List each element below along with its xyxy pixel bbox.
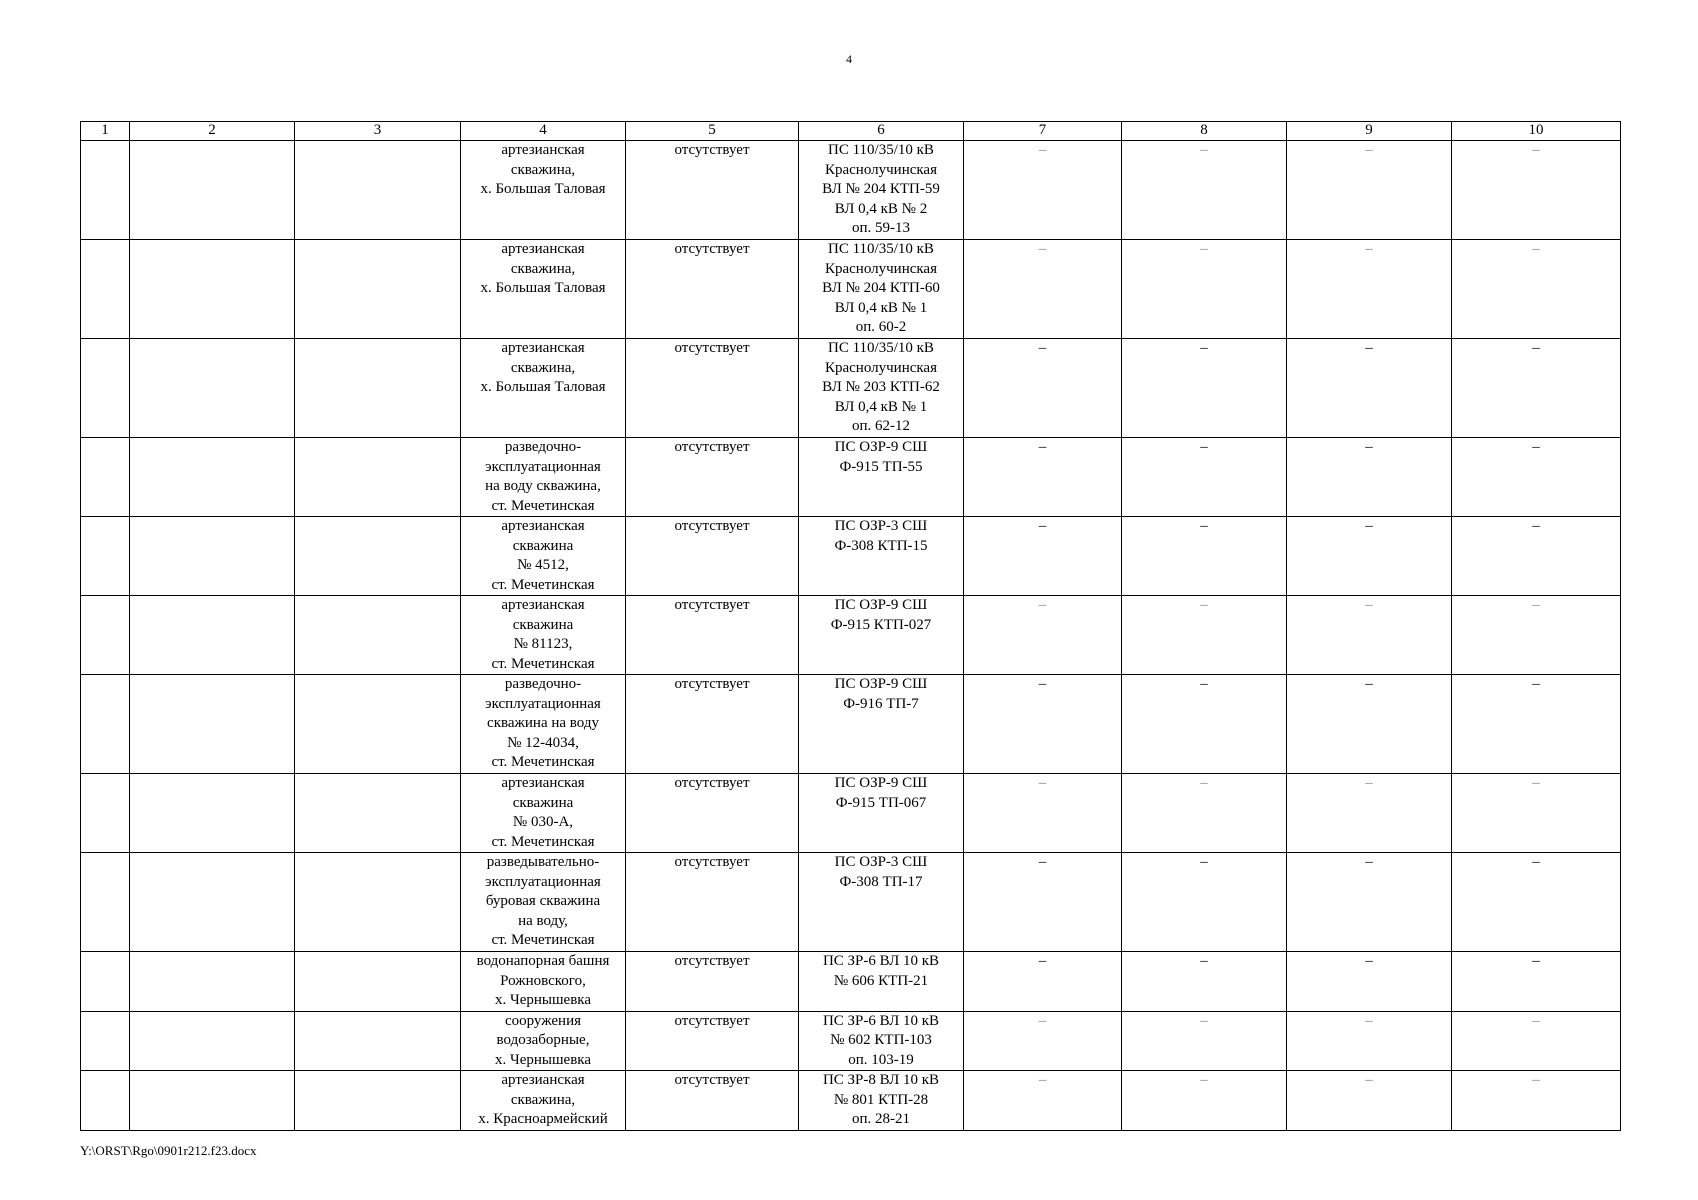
source-line: ПС ЗР-6 ВЛ 10 кВ xyxy=(822,953,940,969)
source-line: оп. 28-21 xyxy=(851,1111,911,1127)
cell-col-2 xyxy=(130,1071,295,1131)
dash-value: – xyxy=(1532,597,1540,613)
source-line: ВЛ № 204 КТП-59 xyxy=(822,181,940,197)
cell-object xyxy=(461,952,626,1012)
object-line: ст. Мечетинская xyxy=(491,655,595,672)
cell-power-source xyxy=(799,952,964,1012)
object-line: на воду, xyxy=(518,912,568,929)
cell-col-10 xyxy=(1452,675,1621,774)
dash-value: – xyxy=(1200,518,1208,534)
cell-object xyxy=(461,438,626,517)
cell-status xyxy=(626,596,799,675)
cell-col-1 xyxy=(81,596,130,675)
cell-col-1 xyxy=(81,240,130,339)
cell-col-9 xyxy=(1287,1011,1452,1071)
status-text: отсутствует xyxy=(674,439,750,455)
dash-value: – xyxy=(1365,854,1373,870)
object-line: буровая скважина xyxy=(485,893,601,909)
dash-value: – xyxy=(1200,953,1208,969)
cell-col-10 xyxy=(1452,596,1621,675)
object-line: ст. Мечетинская xyxy=(491,932,595,948)
cell-status xyxy=(626,339,799,438)
dash-value: – xyxy=(1365,953,1373,969)
cell-status xyxy=(626,1071,799,1131)
header-col-10: 10 xyxy=(1452,122,1621,141)
cell-col-2 xyxy=(130,774,295,853)
table-row xyxy=(81,675,1621,774)
dash-value: – xyxy=(1200,1072,1208,1088)
object-line: эксплуатационная xyxy=(485,458,601,475)
header-col-8: 8 xyxy=(1122,122,1287,141)
cell-col-8 xyxy=(1122,141,1287,240)
status-text: отсутствует xyxy=(674,241,750,257)
dash-value: – xyxy=(1038,518,1047,534)
source-line: оп. 59-13 xyxy=(851,220,911,236)
object-line: скважина, xyxy=(510,359,576,376)
cell-status xyxy=(626,240,799,339)
cell-col-8 xyxy=(1122,952,1287,1012)
object-line: эксплуатационная xyxy=(485,695,601,712)
cell-col-3 xyxy=(295,596,461,675)
header-col-3: 3 xyxy=(295,122,461,141)
source-line: ПС 110/35/10 кВ xyxy=(828,241,934,257)
source-line: ВЛ 0,4 кВ № 1 xyxy=(834,299,928,316)
cell-col-10 xyxy=(1452,240,1621,339)
cell-col-7 xyxy=(964,774,1122,853)
status-text: отсутствует xyxy=(674,775,750,791)
cell-col-3 xyxy=(295,1071,461,1131)
dash-value: – xyxy=(1038,676,1047,692)
cell-power-source xyxy=(799,1011,964,1071)
cell-object xyxy=(461,774,626,853)
header-col-2: 2 xyxy=(130,122,295,141)
cell-power-source xyxy=(799,675,964,774)
cell-status xyxy=(626,952,799,1012)
object-line: Рожновского, xyxy=(500,972,586,989)
cell-col-2 xyxy=(130,141,295,240)
cell-col-10 xyxy=(1452,1011,1621,1071)
object-line: скважина xyxy=(512,794,574,811)
source-line: Краснолучинская xyxy=(824,359,937,376)
cell-col-7 xyxy=(964,1011,1122,1071)
source-line: ПС ОЗР-9 СШ xyxy=(834,597,928,613)
source-line: ПС ЗР-6 ВЛ 10 кВ xyxy=(822,1012,940,1029)
cell-col-9 xyxy=(1287,240,1452,339)
source-line: Ф-916 ТП-7 xyxy=(843,695,919,712)
cell-object xyxy=(461,240,626,339)
cell-col-7 xyxy=(964,1071,1122,1131)
object-line: х. Большая Таловая xyxy=(480,379,606,395)
dash-value: – xyxy=(1365,1012,1373,1029)
source-line: ПС ОЗР-9 СШ xyxy=(834,439,928,455)
cell-col-1 xyxy=(81,952,130,1012)
object-line: ст. Мечетинская xyxy=(491,497,595,514)
cell-col-3 xyxy=(295,438,461,517)
object-line: скважина, xyxy=(510,260,576,277)
source-line: ПС ОЗР-3 СШ xyxy=(834,518,928,534)
object-line: х. Чернышевка xyxy=(494,992,592,1008)
object-line: скважина xyxy=(512,616,574,633)
object-line: № 81123, xyxy=(513,636,573,652)
dash-value: – xyxy=(1365,340,1373,356)
cell-status xyxy=(626,675,799,774)
cell-col-1 xyxy=(81,141,130,240)
cell-col-7 xyxy=(964,438,1122,517)
cell-col-3 xyxy=(295,952,461,1012)
source-line: № 801 КТП-28 xyxy=(833,1091,929,1108)
table-row xyxy=(81,339,1621,438)
cell-col-8 xyxy=(1122,339,1287,438)
cell-object xyxy=(461,675,626,774)
dash-value: – xyxy=(1532,953,1540,969)
dash-value: – xyxy=(1200,676,1208,692)
cell-col-1 xyxy=(81,1071,130,1131)
cell-col-2 xyxy=(130,675,295,774)
cell-power-source xyxy=(799,596,964,675)
dash-value: – xyxy=(1532,518,1540,534)
dash-value: – xyxy=(1038,854,1047,870)
cell-power-source xyxy=(799,339,964,438)
header-col-7: 7 xyxy=(964,122,1122,141)
dash-value: – xyxy=(1038,142,1047,158)
cell-col-9 xyxy=(1287,774,1452,853)
source-line: ПС ОЗР-3 СШ xyxy=(834,854,928,870)
source-line: оп. 60-2 xyxy=(855,319,907,335)
cell-object xyxy=(461,1071,626,1131)
dash-value: – xyxy=(1200,1012,1208,1029)
dash-value: – xyxy=(1365,518,1373,534)
cell-col-10 xyxy=(1452,339,1621,438)
cell-power-source xyxy=(799,240,964,339)
cell-col-3 xyxy=(295,517,461,596)
cell-object xyxy=(461,596,626,675)
object-line: эксплуатационная xyxy=(485,873,601,890)
dash-value: – xyxy=(1200,439,1208,455)
object-line: скважина, xyxy=(510,1091,576,1108)
object-line: водозаборные, xyxy=(496,1032,590,1048)
dash-value: – xyxy=(1532,676,1540,692)
table-body xyxy=(81,141,1621,1131)
object-line: ст. Мечетинская xyxy=(491,833,595,850)
cell-col-2 xyxy=(130,339,295,438)
dash-value: – xyxy=(1038,1072,1047,1088)
status-text: отсутствует xyxy=(674,518,750,534)
cell-col-9 xyxy=(1287,952,1452,1012)
page-number: 4 xyxy=(846,52,852,66)
cell-col-8 xyxy=(1122,675,1287,774)
footer-file-path: Y:\ORST\Rgo\0901r212.f23.docx xyxy=(80,1143,257,1158)
status-text: отсутствует xyxy=(674,1012,750,1029)
dash-value: – xyxy=(1038,775,1047,791)
cell-col-9 xyxy=(1287,1071,1452,1131)
source-line: Ф-308 КТП-15 xyxy=(834,537,928,554)
dash-value: – xyxy=(1532,775,1540,791)
status-text: отсутствует xyxy=(674,340,750,356)
data-table xyxy=(80,121,1621,1131)
cell-col-1 xyxy=(81,339,130,438)
cell-power-source xyxy=(799,141,964,240)
header-col-6: 6 xyxy=(799,122,964,141)
dash-value: – xyxy=(1532,1072,1540,1088)
source-line: ВЛ № 204 КТП-60 xyxy=(822,280,940,296)
status-text: отсутствует xyxy=(674,676,750,692)
cell-status xyxy=(626,141,799,240)
dash-value: – xyxy=(1532,241,1540,257)
dash-value: – xyxy=(1532,142,1540,158)
cell-power-source xyxy=(799,1071,964,1131)
object-line: х. Чернышевка xyxy=(494,1051,592,1068)
cell-col-8 xyxy=(1122,1071,1287,1131)
dash-value: – xyxy=(1200,241,1208,257)
cell-col-7 xyxy=(964,141,1122,240)
cell-object xyxy=(461,853,626,952)
source-line: ПС ЗР-8 ВЛ 10 кВ xyxy=(822,1072,940,1088)
source-line: оп. 103-19 xyxy=(848,1051,914,1068)
dash-value: – xyxy=(1365,1072,1373,1088)
object-line: артезианская xyxy=(501,340,585,356)
cell-power-source xyxy=(799,853,964,952)
object-line: х. Большая Таловая xyxy=(480,280,606,296)
object-line: водонапорная башня xyxy=(476,953,610,969)
object-line: артезианская xyxy=(501,241,585,257)
table-row xyxy=(81,853,1621,952)
dash-value: – xyxy=(1038,439,1047,455)
source-line: Краснолучинская xyxy=(824,161,937,178)
cell-col-2 xyxy=(130,438,295,517)
cell-col-7 xyxy=(964,596,1122,675)
cell-col-3 xyxy=(295,1011,461,1071)
cell-col-3 xyxy=(295,240,461,339)
source-line: ПС ОЗР-9 СШ xyxy=(834,775,928,791)
cell-col-2 xyxy=(130,952,295,1012)
status-text: отсутствует xyxy=(674,854,750,870)
source-line: ПС ОЗР-9 СШ xyxy=(834,676,928,692)
dash-value: – xyxy=(1532,340,1540,356)
cell-col-2 xyxy=(130,240,295,339)
cell-col-9 xyxy=(1287,141,1452,240)
dash-value: – xyxy=(1200,854,1208,870)
cell-col-2 xyxy=(130,517,295,596)
cell-col-9 xyxy=(1287,517,1452,596)
cell-col-9 xyxy=(1287,596,1452,675)
cell-col-1 xyxy=(81,1011,130,1071)
dash-value: – xyxy=(1532,1012,1540,1029)
source-line: оп. 62-12 xyxy=(851,418,911,434)
source-line: № 602 КТП-103 xyxy=(830,1032,932,1048)
table-row xyxy=(81,952,1621,1012)
cell-col-8 xyxy=(1122,596,1287,675)
object-line: разведочно- xyxy=(504,439,582,455)
cell-status xyxy=(626,774,799,853)
dash-value: – xyxy=(1038,953,1047,969)
cell-col-9 xyxy=(1287,438,1452,517)
object-line: артезианская xyxy=(501,142,585,158)
object-line: ст. Мечетинская xyxy=(491,754,595,770)
source-line: ВЛ № 203 КТП-62 xyxy=(822,379,940,395)
object-line: на воду скважина, xyxy=(485,478,601,494)
cell-power-source xyxy=(799,517,964,596)
dash-value: – xyxy=(1200,340,1208,356)
object-line: № 4512, xyxy=(517,557,569,573)
cell-status xyxy=(626,853,799,952)
dash-value: – xyxy=(1200,775,1208,791)
object-line: х. Большая Таловая xyxy=(480,181,606,197)
status-text: отсутствует xyxy=(674,953,750,969)
cell-col-7 xyxy=(964,675,1122,774)
cell-col-1 xyxy=(81,853,130,952)
object-line: № 030-А, xyxy=(512,814,574,830)
cell-col-3 xyxy=(295,339,461,438)
source-line: Ф-915 КТП-027 xyxy=(830,616,932,633)
table-row xyxy=(81,596,1621,675)
cell-col-10 xyxy=(1452,141,1621,240)
cell-col-8 xyxy=(1122,853,1287,952)
cell-col-8 xyxy=(1122,517,1287,596)
object-line: артезианская xyxy=(501,518,585,534)
cell-col-10 xyxy=(1452,774,1621,853)
cell-object xyxy=(461,517,626,596)
cell-col-2 xyxy=(130,853,295,952)
header-col-1: 1 xyxy=(81,122,130,141)
cell-col-8 xyxy=(1122,1011,1287,1071)
table-row xyxy=(81,1071,1621,1131)
cell-col-10 xyxy=(1452,517,1621,596)
source-line: Ф-308 ТП-17 xyxy=(839,873,923,890)
status-text: отсутствует xyxy=(674,1072,750,1088)
source-line: ПС 110/35/10 кВ xyxy=(828,142,934,158)
object-line: разведывательно- xyxy=(486,854,600,870)
object-line: скважина, xyxy=(510,161,576,178)
status-text: отсутствует xyxy=(674,142,750,158)
source-line: ВЛ 0,4 кВ № 1 xyxy=(834,398,928,415)
source-line: Ф-915 ТП-55 xyxy=(839,458,923,475)
cell-col-3 xyxy=(295,774,461,853)
cell-col-1 xyxy=(81,774,130,853)
object-line: ст. Мечетинская xyxy=(491,576,595,593)
object-line: скважина на воду xyxy=(487,715,599,731)
cell-object xyxy=(461,1011,626,1071)
cell-col-9 xyxy=(1287,339,1452,438)
cell-col-8 xyxy=(1122,240,1287,339)
object-line: артезианская xyxy=(501,1072,585,1088)
cell-power-source xyxy=(799,774,964,853)
cell-col-10 xyxy=(1452,952,1621,1012)
dash-value: – xyxy=(1365,142,1373,158)
source-line: Ф-915 ТП-067 xyxy=(835,794,927,811)
dash-value: – xyxy=(1038,1012,1047,1029)
cell-col-2 xyxy=(130,596,295,675)
dash-value: – xyxy=(1532,854,1540,870)
table-row xyxy=(81,1011,1621,1071)
cell-col-9 xyxy=(1287,853,1452,952)
dash-value: – xyxy=(1038,241,1047,257)
table-row xyxy=(81,774,1621,853)
header-col-9: 9 xyxy=(1287,122,1452,141)
source-line: ПС 110/35/10 кВ xyxy=(828,340,934,356)
dash-value: – xyxy=(1038,340,1047,356)
cell-col-3 xyxy=(295,675,461,774)
cell-col-7 xyxy=(964,952,1122,1012)
source-line: № 606 КТП-21 xyxy=(833,972,929,989)
dash-value: – xyxy=(1365,439,1373,455)
table-row xyxy=(81,517,1621,596)
cell-col-7 xyxy=(964,339,1122,438)
dash-value: – xyxy=(1365,241,1373,257)
cell-object xyxy=(461,141,626,240)
cell-col-9 xyxy=(1287,675,1452,774)
source-line: Краснолучинская xyxy=(824,260,937,277)
cell-col-8 xyxy=(1122,438,1287,517)
object-line: сооружения xyxy=(504,1012,582,1029)
header-row xyxy=(81,122,1621,141)
dash-value: – xyxy=(1200,597,1208,613)
cell-col-2 xyxy=(130,1011,295,1071)
cell-col-3 xyxy=(295,141,461,240)
cell-status xyxy=(626,1011,799,1071)
cell-status xyxy=(626,438,799,517)
cell-col-7 xyxy=(964,517,1122,596)
dash-value: – xyxy=(1038,597,1047,613)
object-line: скважина xyxy=(512,537,574,554)
source-line: ВЛ 0,4 кВ № 2 xyxy=(834,200,928,217)
table-row xyxy=(81,438,1621,517)
dash-value: – xyxy=(1365,597,1373,613)
object-line: артезианская xyxy=(501,597,585,613)
cell-col-7 xyxy=(964,853,1122,952)
object-line: № 12-4034, xyxy=(507,734,579,751)
status-text: отсутствует xyxy=(674,597,750,613)
dash-value: – xyxy=(1365,676,1373,692)
dash-value: – xyxy=(1532,439,1540,455)
cell-power-source xyxy=(799,438,964,517)
table-row xyxy=(81,141,1621,240)
dash-value: – xyxy=(1200,142,1208,158)
dash-value: – xyxy=(1365,775,1373,791)
table-row xyxy=(81,240,1621,339)
cell-col-10 xyxy=(1452,438,1621,517)
header-col-4: 4 xyxy=(461,122,626,141)
cell-status xyxy=(626,517,799,596)
cell-col-10 xyxy=(1452,853,1621,952)
cell-col-1 xyxy=(81,517,130,596)
cell-col-3 xyxy=(295,853,461,952)
cell-col-8 xyxy=(1122,774,1287,853)
object-line: разведочно- xyxy=(504,676,582,692)
header-col-5: 5 xyxy=(626,122,799,141)
object-line: х. Красноармейский xyxy=(478,1111,608,1127)
cell-col-1 xyxy=(81,438,130,517)
cell-col-7 xyxy=(964,240,1122,339)
cell-object xyxy=(461,339,626,438)
cell-col-1 xyxy=(81,675,130,774)
object-line: артезианская xyxy=(501,775,585,791)
cell-col-10 xyxy=(1452,1071,1621,1131)
